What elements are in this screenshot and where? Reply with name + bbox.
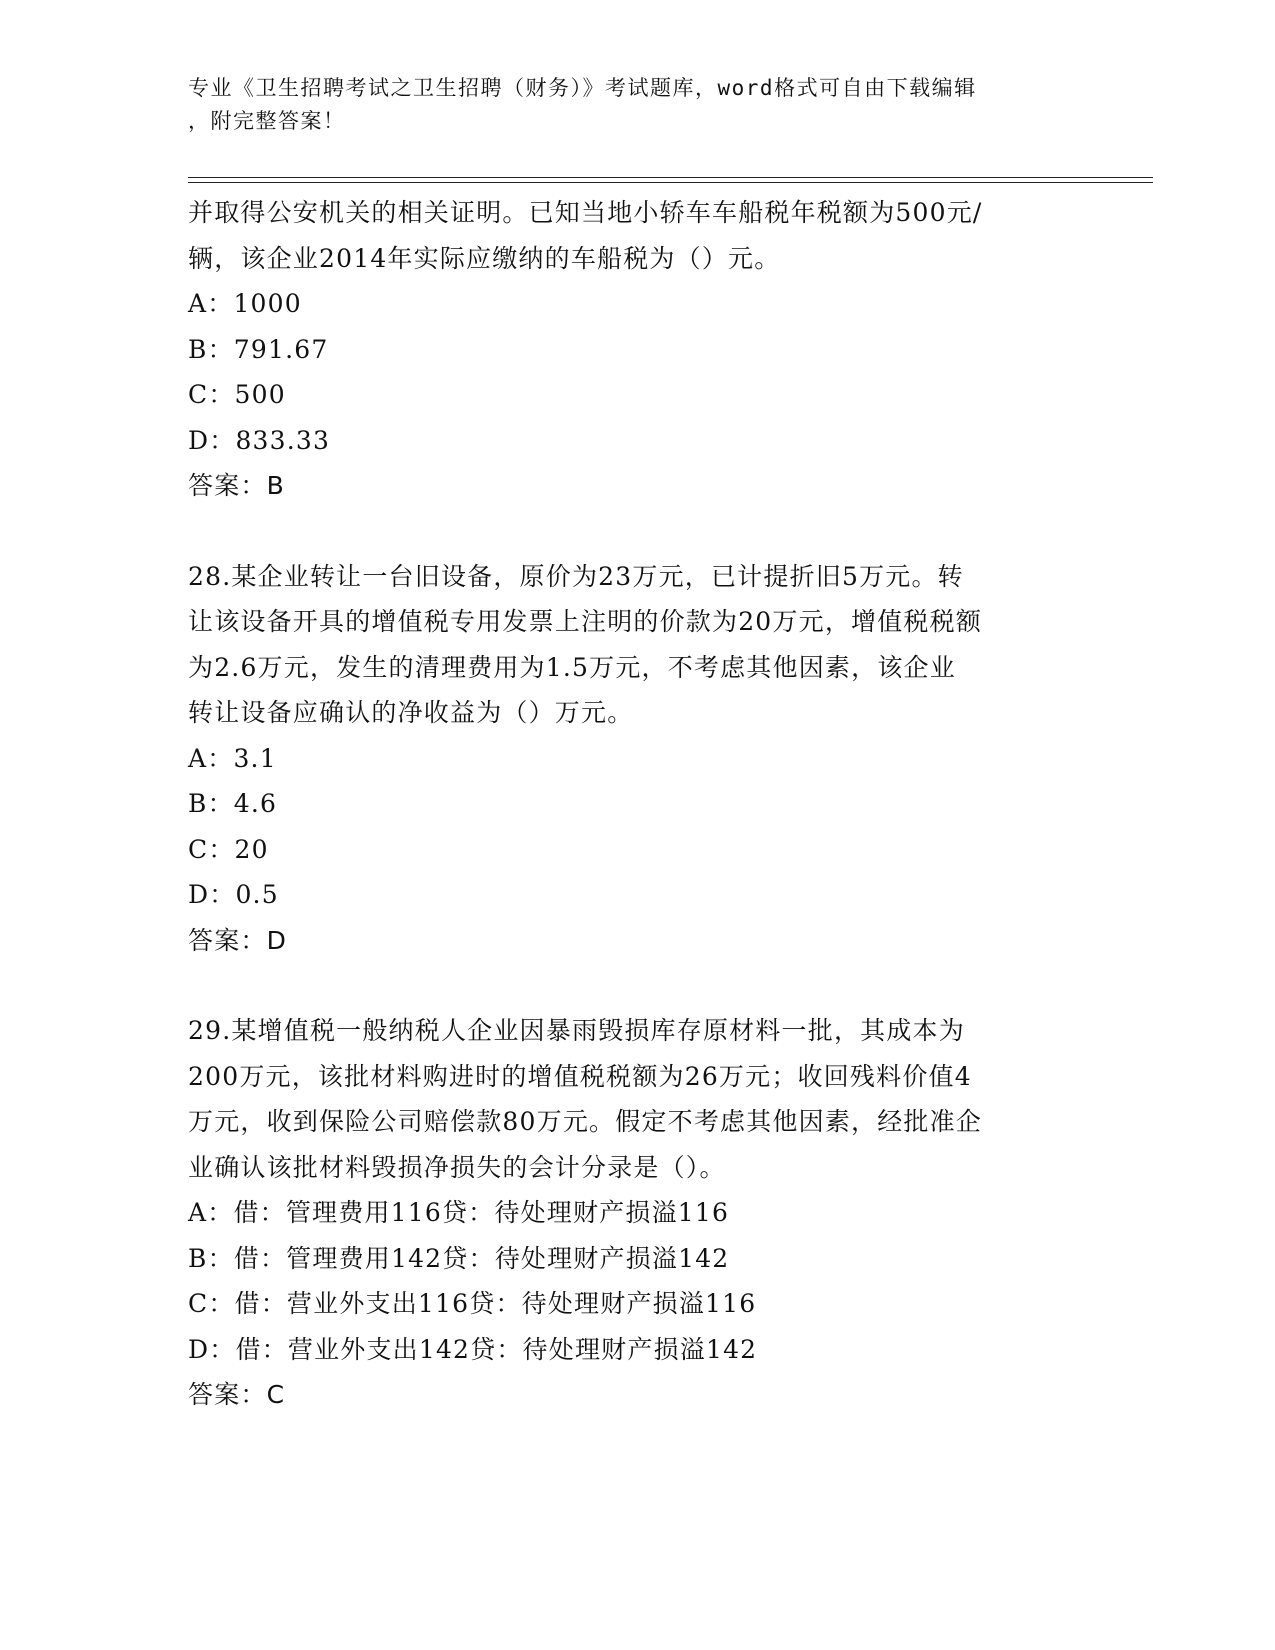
option-d: D：0.5 [188,880,279,909]
option-a: A：3.1 [188,743,277,773]
header-line-2: ，附完整答案！ [188,109,346,133]
answer: 答案：D [188,925,288,955]
document-header [188,72,1068,138]
option-d: D：借：营业外支出142贷：待处理财产损溢142 [188,1334,758,1364]
question-text-line: 29.某增值税一般纳税人企业因暴雨毁损库存原材料一批，其成本为 [188,1016,965,1045]
question-29 [188,1008,1088,1418]
option-c: C：20 [188,834,269,864]
question-text-line: 转让设备应确认的净收益为（）万元。 [188,698,634,727]
question-text-line: 业确认该批材料毁损净损失的会计分录是（）。 [188,1152,726,1182]
question-text-line: 辆，该企业2014年实际应缴纳的车船税为（）元。 [188,243,781,273]
answer: 答案：C [188,1380,286,1409]
question-28 [188,554,1088,964]
question-text-line: 28.某企业转让一台旧设备，原价为23万元，已计提折旧5万元。转 [188,561,964,591]
option-b: B：借：管理费用142贷：待处理财产损溢142 [188,1243,730,1273]
option-d: D：833.33 [188,425,331,455]
option-c: C：借：营业外支出116贷：待处理财产损溢116 [188,1289,757,1318]
header-divider-bottom [188,182,1153,183]
option-a: A：借：管理费用116贷：待处理财产损溢116 [188,1198,730,1227]
header-divider-top [188,177,1153,178]
option-b: B：791.67 [188,334,329,364]
question-27 [188,190,1088,509]
question-text-line: 并取得公安机关的相关证明。已知当地小轿车车船税年税额为500元/ [188,198,983,227]
question-text-line: 万元，收到保险公司赔偿款80万元。假定不考虑其他因素，经批准企 [188,1107,983,1136]
header-line-1: 专业《卫生招聘考试之卫生招聘（财务）》考试题库，word格式可自由下载编辑 [188,76,977,100]
question-text-line: 200万元，该批材料购进时的增值税税额为26万元；收回残料价值4 [188,1061,972,1091]
question-text-line: 让该设备开具的增值税专用发票上注明的价款为20万元，增值税税额 [188,607,983,636]
option-a: A：1000 [188,289,302,318]
answer: 答案：B [188,471,285,500]
option-b: B：4.6 [188,789,278,818]
document-body [188,190,1088,1418]
question-text-line: 为2.6万元，发生的清理费用为1.5万元，不考虑其他因素，该企业 [188,652,956,682]
option-c: C：500 [188,380,286,409]
